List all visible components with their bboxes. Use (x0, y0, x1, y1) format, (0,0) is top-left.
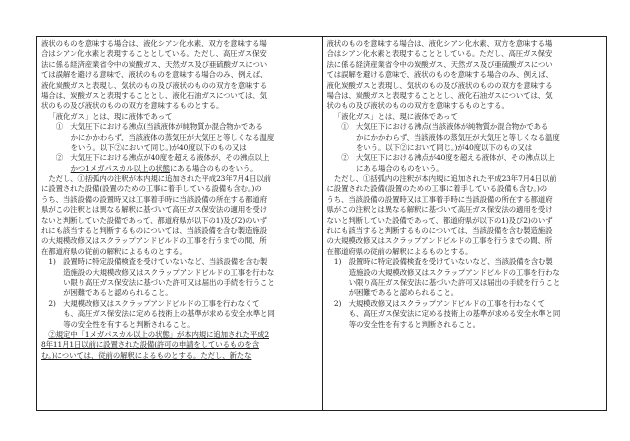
text-line: れにも該当すると判断するものについては、当該設備を含む製造施設 (41, 226, 267, 236)
text-line: 法に係る経済産業省令中の炭酸ガス、天然ガス及び亜硫酸ガスについ (326, 59, 553, 69)
text-line: 在都道府県の従前の解釈によるものとする。 (326, 246, 473, 256)
text-line: かにかかわらず、当該液体の蒸気圧が大気圧と等しくなる温度 (70, 132, 275, 142)
text-line: 「液化ガス」とは、現に液体であって (333, 111, 458, 121)
text-line: ないと判断していた設備であって、都道府県が以下の1)及び2)のいず (41, 215, 267, 225)
text-line: 1) 設置時に特定設備検査を受けていないなど、当該設備を含む製 (333, 257, 553, 267)
text-line: 造施設の大規模改修又はスクラップアンドビルドの工事を行わな (63, 267, 275, 277)
text-line: ないと判断していた設備であって、都道府県が以下の1)及び2)のいず (326, 215, 553, 225)
right-column-current (322, 37, 607, 410)
text-line: も、高圧ガス保安法に定める技術上の基準が求める安全水準と同 (348, 309, 561, 319)
text-line: の大規模改修又はスクラップアンドビルドの工事を行うまでの間、所 (41, 236, 267, 246)
text-line: 状のもの及び液状のものの双方を意味するものとする。 (326, 101, 509, 111)
text-line: ② 大気圧下における沸点が40度を超える液体が、その沸点以上 (55, 153, 270, 163)
text-line: ただし、①括弧内の注釈が本内規に追加された平成23年7月4日以前 (333, 174, 557, 184)
text-line: 場合は、炭酸ガスと表現することとし、液化石油ガスについては、気 (326, 90, 553, 100)
underlined-revision: かつ1メガパスカル以上の状態 (70, 163, 170, 173)
text-line: うち、当該設備の設置時又は工事着手時に当該設備の所在する都道府 (326, 194, 553, 204)
text-line: ただし、①括弧内の注釈が本内規に追加された平成23年7月4日以前 (48, 174, 271, 184)
text-line: 「液化ガス」とは、現に液体であって (48, 111, 173, 121)
text-line: 1) 設置時に特定設備検査を受けていないなど、当該設備を含む製 (48, 257, 268, 267)
text-line: 合はシアン化水素と表現することとしている。ただし、高圧ガス保安 (41, 49, 267, 59)
text-line: 県がこの注釈とは異なる解釈に基づいて高圧ガス保安法の適用を受け (326, 205, 553, 215)
text-line: 8年11月1日以前に設置された設備(許可の申請をしているものを含 (41, 340, 260, 350)
text-line: の大規模改修又はスクラップアンドビルドの工事を行うまでの間、所 (326, 236, 553, 246)
text-line: 等の安全性を有すると判断されること。 (348, 319, 480, 329)
text-line: をいう。以下②において同じ。)が40度以下のもの又は (70, 142, 247, 152)
text-line: 液状のものを意味する場合は、液化シアン化水素、双方を意味する場 (41, 39, 267, 48)
text-line: 2) 大規模改修又はスクラップアンドビルドの工事を行わなくて (333, 298, 545, 308)
text-line: ては誤解を避ける意味で、液状のものを意味する場合のみ、例えば、 (326, 70, 553, 80)
text-line: 2) 大規模改修又はスクラップアンドビルドの工事を行わなくて (48, 298, 260, 308)
text-line: む。)については、従前の解釈によるものとする。ただし、新たな (41, 350, 252, 360)
text-line: 液状のものを意味する場合は、液化シアン化水素、双方を意味する場 (326, 39, 553, 48)
text-line: 在都道府県の従前の解釈によるものとする。 (41, 246, 187, 256)
text-line: うち、当該設備の設置時又は工事着手時に当該設備の所在する都道府 (41, 194, 268, 204)
text-line: 液化炭酸ガスと表現し、気状のもの及び液状のものの双方を意味する (41, 80, 268, 90)
text-line: 等の安全性を有すると判断されること。 (63, 319, 195, 329)
text-line: にある場合のものをいう。 (356, 163, 444, 173)
comparison-table (36, 36, 607, 411)
text-line: をいう。以下②において同じ。)が40度以下のもの又は (356, 142, 533, 152)
text-line: かにかかわらず、当該液体の蒸気圧が大気圧と等しくなる温度 (356, 132, 560, 142)
text-line: が困難であると認められること。 (348, 288, 459, 298)
text-line: ① 大気圧下における沸点(当該液体が純物質か混合物かである (341, 122, 549, 132)
text-line: が困難であると認められること。 (63, 288, 173, 298)
left-column-revised (37, 37, 322, 410)
text-line: も、高圧ガス保安法に定める技術上の基準が求める安全水準と同 (63, 309, 275, 319)
text-line: 合はシアン化水素と表現することとしている。ただし、高圧ガス保安 (326, 49, 553, 59)
text-line: い限り高圧ガス保安法に基づいた許可又は届出の手続を行うこと (348, 277, 561, 287)
text-line: 液化炭酸ガスと表現し、気状のもの及び液状のものの双方を意味する (326, 80, 553, 90)
text-line: に設置された設備(設置のための工事に着手している設備も含む。)の (41, 184, 262, 194)
text-line: れにも該当すると判断するものについては、当該設備を含む製造施設 (326, 226, 553, 236)
text-line: ては誤解を避ける意味で、液状のものを意味する場合のみ、例えば、 (41, 70, 268, 80)
text-line: ②規定中「1メガパスカル以上の状態」が本内規に追加された平成2 (48, 329, 270, 339)
text-line: 場合は、炭酸ガスと表現することとし、液化石油ガスについては、気 (41, 90, 267, 100)
text-line: い限り高圧ガス保安法に基づいた許可又は届出の手続を行うこと (63, 277, 275, 287)
text-line: ② 大気圧下における沸点が40度を超える液体が、その沸点以上 (341, 153, 555, 163)
text-line: ① 大気圧下における沸点(当該液体が純物質か混合物かである (55, 122, 263, 132)
text-line: 県がこの注釈とは異なる解釈に基づいて高圧ガス保安法の適用を受け (41, 205, 268, 215)
text-line: 状のもの及び液状のものの双方を意味するものとする。 (41, 101, 224, 111)
text-line: に設置された設備(設置のための工事に着手している設備も含む。)の (326, 184, 548, 194)
text-line: かつ1メガパスカル以上の状態にある場合のものをいう。 (70, 163, 258, 173)
text-line: 造施設の大規模改修又はスクラップアンドビルドの工事を行わな (348, 267, 560, 277)
text-line: 法に係る経済産業省令中の炭酸ガス、天然ガス及び亜硫酸ガスについ (41, 59, 268, 69)
